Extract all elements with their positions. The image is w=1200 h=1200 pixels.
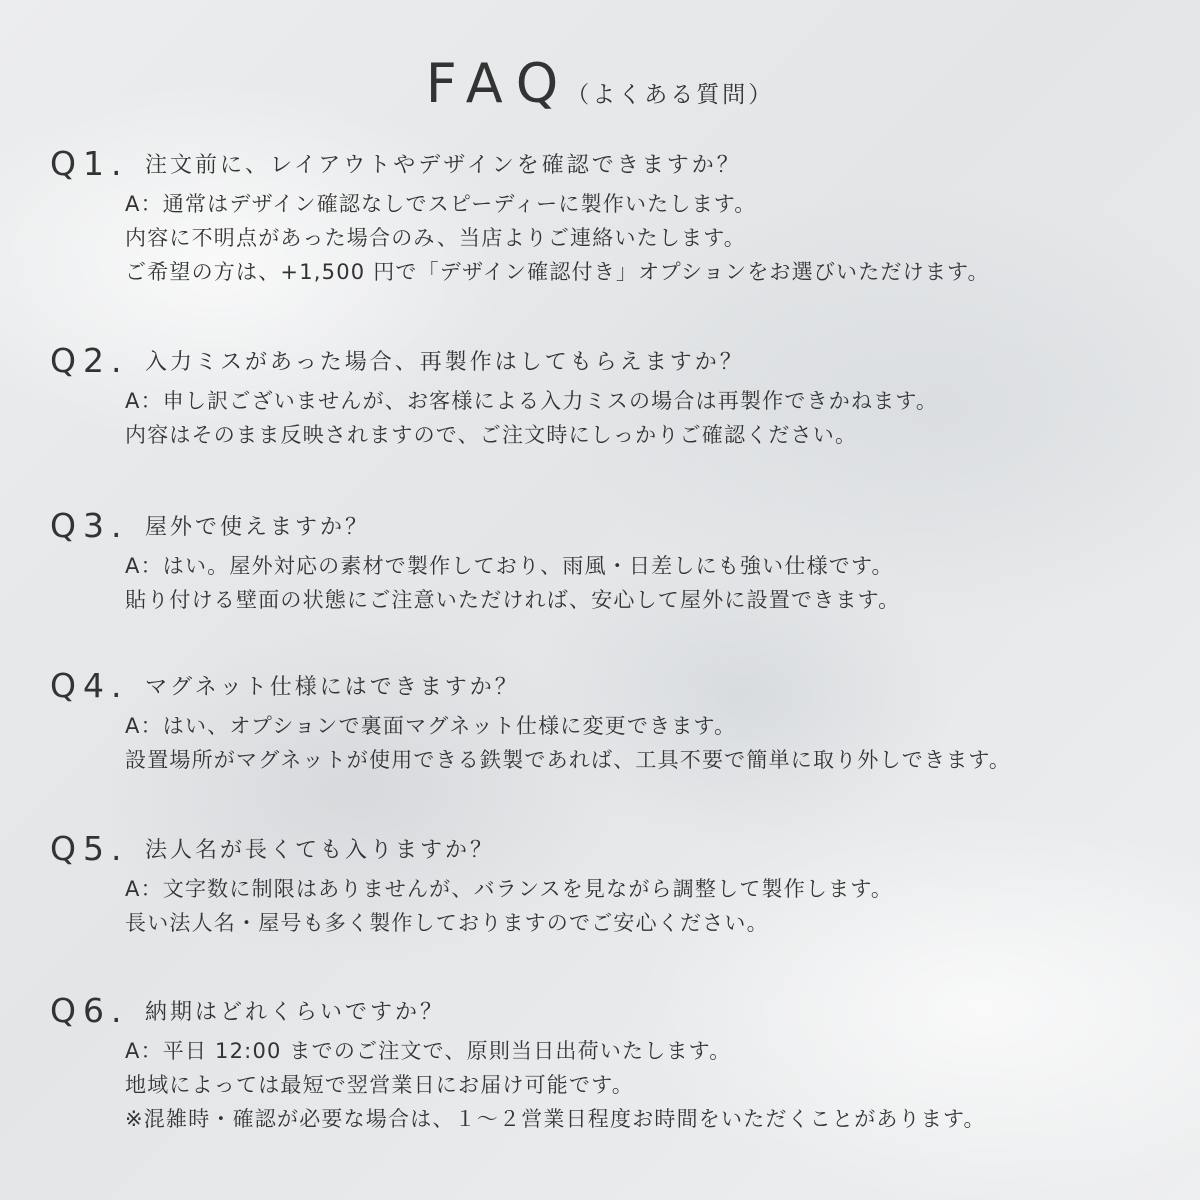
faq-item-2: [50, 340, 1170, 452]
faq-item-1: [50, 143, 1170, 289]
faq-item-4: [50, 665, 1170, 777]
faq-question-row: [50, 828, 1170, 868]
faq-answer-line: 内容に不明点があった場合のみ、当店よりご連絡いたします。: [125, 226, 746, 250]
faq-question-number: Q3.: [50, 505, 129, 545]
faq-item-6: [50, 990, 1170, 1136]
faq-question-text: 注文前に、レイアウトやデザインを確認できますか？: [145, 152, 742, 178]
faq-question-text: マグネット仕様にはできますか？: [145, 674, 520, 700]
faq-question-row: [50, 505, 1170, 545]
faq-answer-line: A：通常はデザイン確認なしでスピーディーに製作いたします。: [125, 192, 757, 216]
faq-question-row: [50, 665, 1170, 705]
page-title: FAQ: [425, 52, 573, 115]
faq-answer-line: 貼り付ける壁面の状態にご注意いただければ、安心して屋外に設置できます。: [125, 588, 901, 612]
faq-answer-line: A：文字数に制限はありませんが、バランスを見ながら調整して製作します。: [125, 877, 894, 901]
faq-answer-line: 設置場所がマグネットが使用できる鉄製であれば、工具不要で簡単に取り外しできます。: [125, 748, 1012, 772]
faq-item-3: [50, 505, 1170, 617]
faq-answer: [125, 549, 1170, 617]
faq-question-row: [50, 143, 1170, 183]
faq-answer-line: ご希望の方は、+1,500 円で「デザイン確認付き」オプションをお選びいただけます。: [125, 260, 990, 284]
faq-question-number: Q6.: [50, 990, 129, 1030]
page-heading: [0, 52, 1200, 115]
faq-question-number: Q4.: [50, 665, 129, 705]
faq-answer-line: A：はい、オプションで裏面マグネット仕様に変更できます。: [125, 714, 737, 738]
faq-question-text: 屋外で使えますか？: [145, 514, 371, 540]
faq-answer-line: 内容はそのまま反映されますので、ご注文時にしっかりご確認ください。: [125, 423, 858, 447]
faq-question-text: 納期はどれくらいですか？: [145, 999, 446, 1025]
faq-item-5: [50, 828, 1170, 940]
faq-question-number: Q2.: [50, 340, 129, 380]
faq-answer-line: ※混雑時・確認が必要な場合は、１～２営業日程度お時間をいただくことがあります。: [125, 1107, 986, 1131]
page-subtitle: （よくある質問）: [566, 82, 775, 108]
faq-question-text: 法人名が長くても入りますか？: [145, 837, 496, 863]
faq-answer: [125, 1034, 1170, 1136]
faq-answer-line: 長い法人名・屋号も多く製作しておりますのでご安心ください。: [125, 911, 769, 935]
faq-answer: [125, 384, 1170, 452]
faq-question-row: [50, 340, 1170, 380]
faq-answer-line: 地域によっては最短で翌営業日にお届け可能です。: [125, 1073, 634, 1097]
faq-question-number: Q1.: [50, 143, 129, 183]
faq-question-number: Q5.: [50, 828, 129, 868]
faq-answer-line: A：はい。屋外対応の素材で製作しており、雨風・日差しにも強い仕様です。: [125, 554, 894, 578]
faq-question-row: [50, 990, 1170, 1030]
faq-answer: [125, 872, 1170, 940]
faq-answer-line: A：申し訳ございませんが、お客様による入力ミスの場合は再製作できかねます。: [125, 389, 939, 413]
faq-question-text: 入力ミスがあった場合、再製作はしてもらえますか？: [145, 349, 745, 375]
faq-answer: [125, 187, 1170, 289]
faq-answer-line: A：平日 12:00 までのご注文で、原則当日出荷いたします。: [125, 1039, 732, 1063]
faq-answer: [125, 709, 1170, 777]
